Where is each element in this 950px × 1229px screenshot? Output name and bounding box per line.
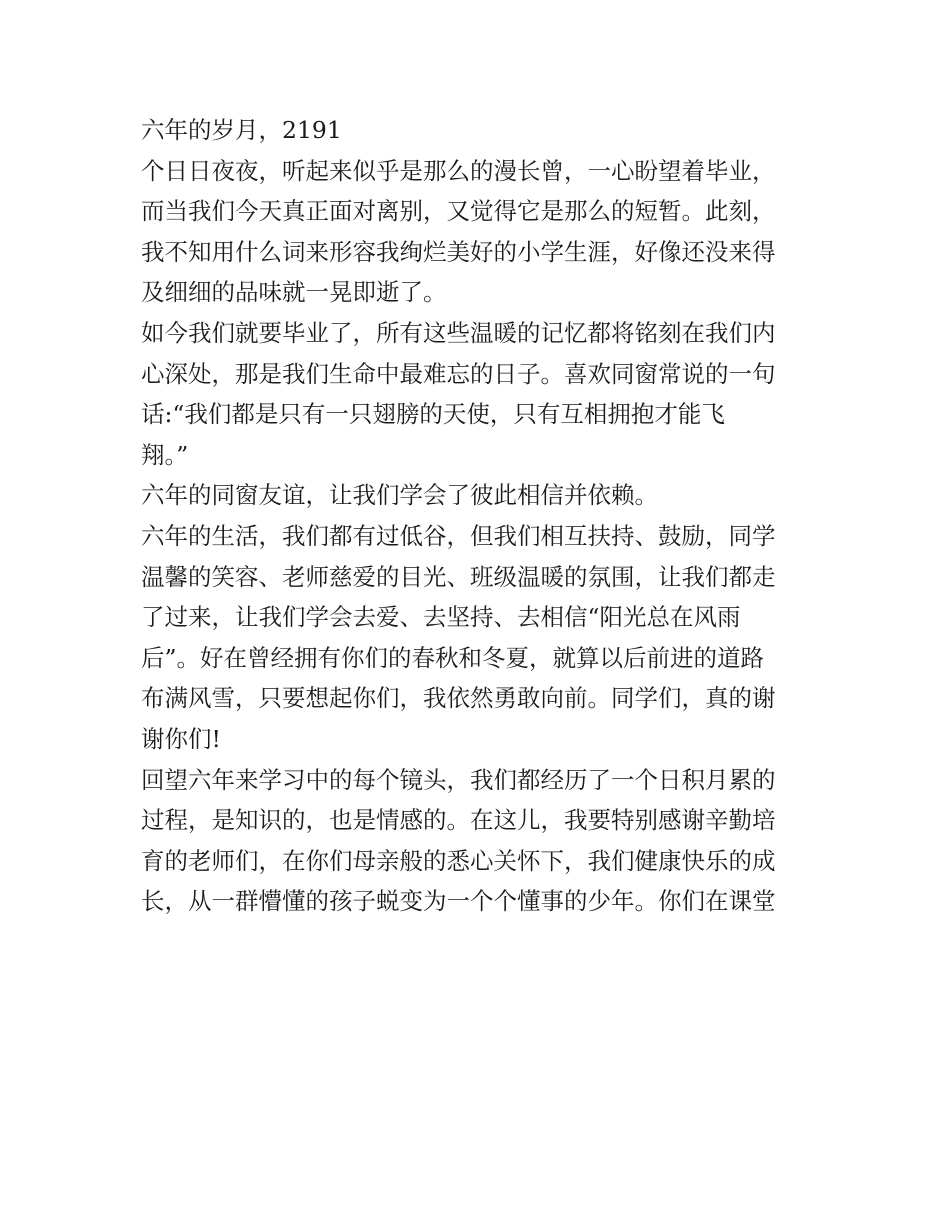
text-line-3: 而当我们今天真正面对离别，又觉得它是那么的短暂。此刻， bbox=[141, 197, 776, 226]
text-line-13: 了过来，让我们学会去爱、去坚持、去相信“阳光总在风雨 bbox=[141, 603, 741, 632]
text-line-16: 谢你们! bbox=[141, 724, 221, 753]
body-text bbox=[141, 110, 831, 922]
text-line-20: 长，从一群懵懂的孩子蜕变为一个个懂事的少年。你们在课堂 bbox=[141, 887, 776, 916]
text-line-8: 话:“我们都是只有一只翅膀的天使，只有互相拥抱才能飞 bbox=[141, 400, 725, 429]
text-line-19: 育的老师们，在你们母亲般的悉心关怀下，我们健康快乐的成 bbox=[141, 846, 776, 875]
text-line-6: 如今我们就要毕业了，所有这些温暖的记忆都将铭刻在我们内 bbox=[141, 318, 776, 347]
text-line-5: 及细细的品味就一晃即逝了。 bbox=[141, 278, 447, 307]
text-line-17: 回望六年来学习中的每个镜头，我们都经历了一个日积月累的 bbox=[141, 765, 776, 794]
text-line-4: 我不知用什么词来形容我绚烂美好的小学生涯，好像还没来得 bbox=[141, 237, 776, 266]
text-line-11: 六年的生活，我们都有过低谷，但我们相互扶持、鼓励，同学 bbox=[141, 521, 776, 550]
text-line-15: 布满风雪，只要想起你们，我依然勇敢向前。同学们，真的谢 bbox=[141, 684, 776, 713]
text-line-12: 温馨的笑容、老师慈爱的目光、班级温暖的氛围，让我们都走 bbox=[141, 562, 776, 591]
text-line-1: 六年的岁月，2191 bbox=[141, 116, 342, 144]
text-line-9: 翔。” bbox=[141, 440, 189, 469]
text-line-2: 个日日夜夜，听起来似乎是那么的漫长曾，一心盼望着毕业， bbox=[141, 156, 776, 185]
text-line-7: 心深处，那是我们生命中最难忘的日子。喜欢同窗常说的一句 bbox=[141, 359, 776, 388]
text-line-10: 六年的同窗友谊，让我们学会了彼此相信并依赖。 bbox=[141, 481, 658, 510]
text-line-14: 后”。好在曾经拥有你们的春秋和冬夏，就算以后前进的道路 bbox=[141, 643, 765, 672]
text-line-18: 过程，是知识的，也是情感的。在这儿，我要特别感谢辛勤培 bbox=[141, 806, 776, 835]
